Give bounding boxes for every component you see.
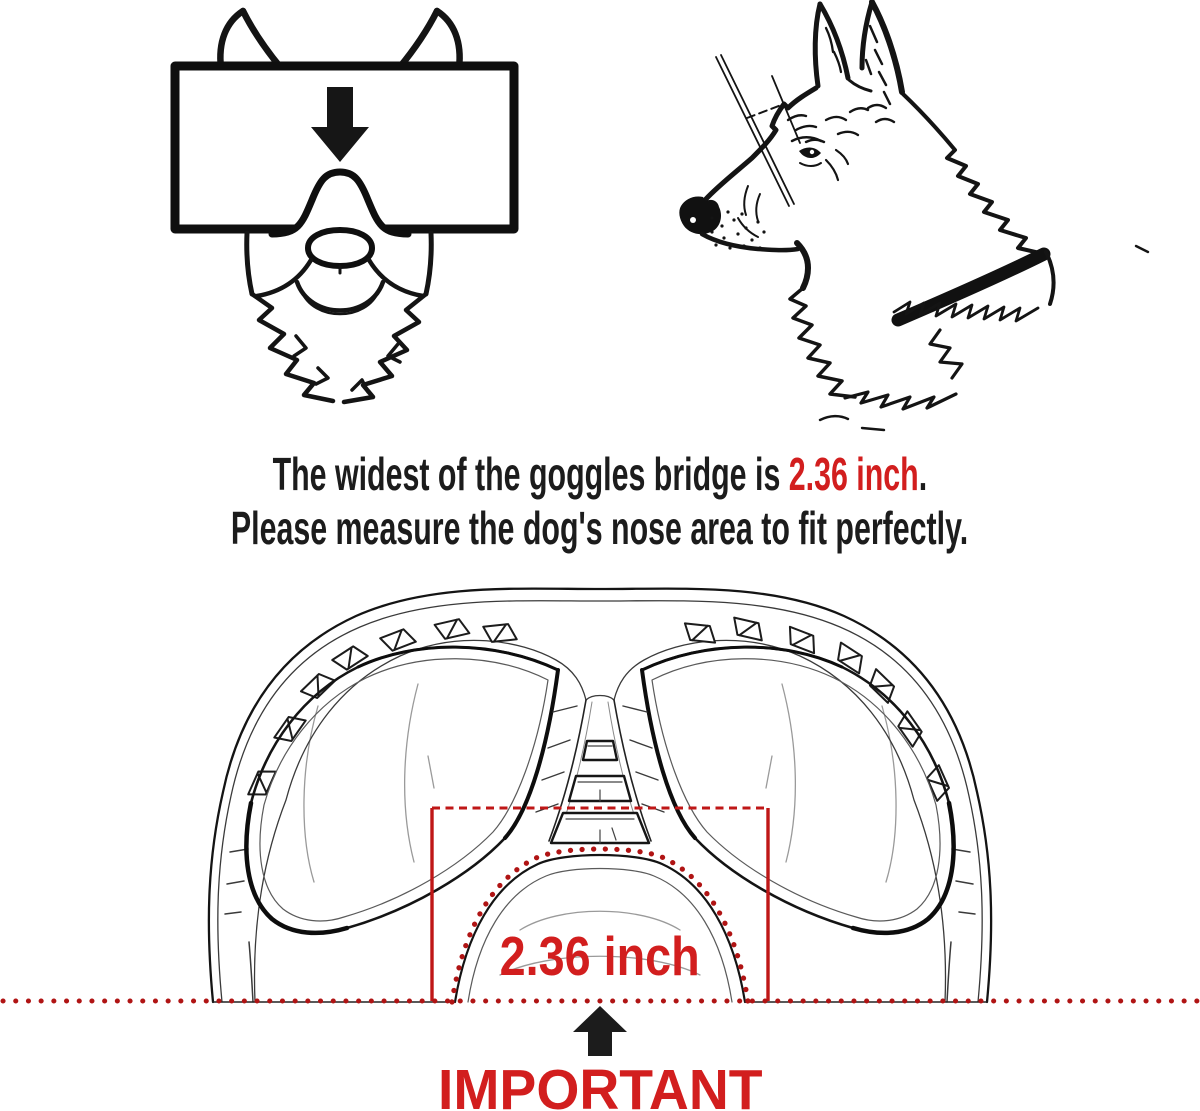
instruction-line-2: Please measure the dog's nose area to fit perfectly.	[231, 502, 969, 554]
instruction-line-1	[0, 448, 1200, 500]
front-dog-illustration	[175, 11, 514, 402]
dog-ears	[220, 11, 459, 68]
bridge-width-value: 2.36 inch	[788, 448, 919, 500]
shepherd-nose	[679, 196, 721, 234]
side-dog-illustration	[679, 2, 1148, 430]
right-lens	[642, 647, 954, 933]
shepherd-ears	[815, 2, 902, 104]
measurement-lines	[716, 55, 800, 206]
instruction-line-1-prefix: The widest of the goggles bridge is	[272, 448, 789, 500]
bridge-width-label: 2.36 inch	[499, 925, 701, 987]
vent-slots	[248, 618, 952, 801]
bridge-channel	[536, 700, 664, 843]
dog-muzzle	[257, 230, 423, 314]
important-label: IMPORTANT	[437, 1058, 763, 1111]
up-arrow-icon	[573, 1006, 627, 1056]
instruction-line-1-suffix: .	[918, 448, 928, 500]
left-lens	[246, 647, 558, 933]
